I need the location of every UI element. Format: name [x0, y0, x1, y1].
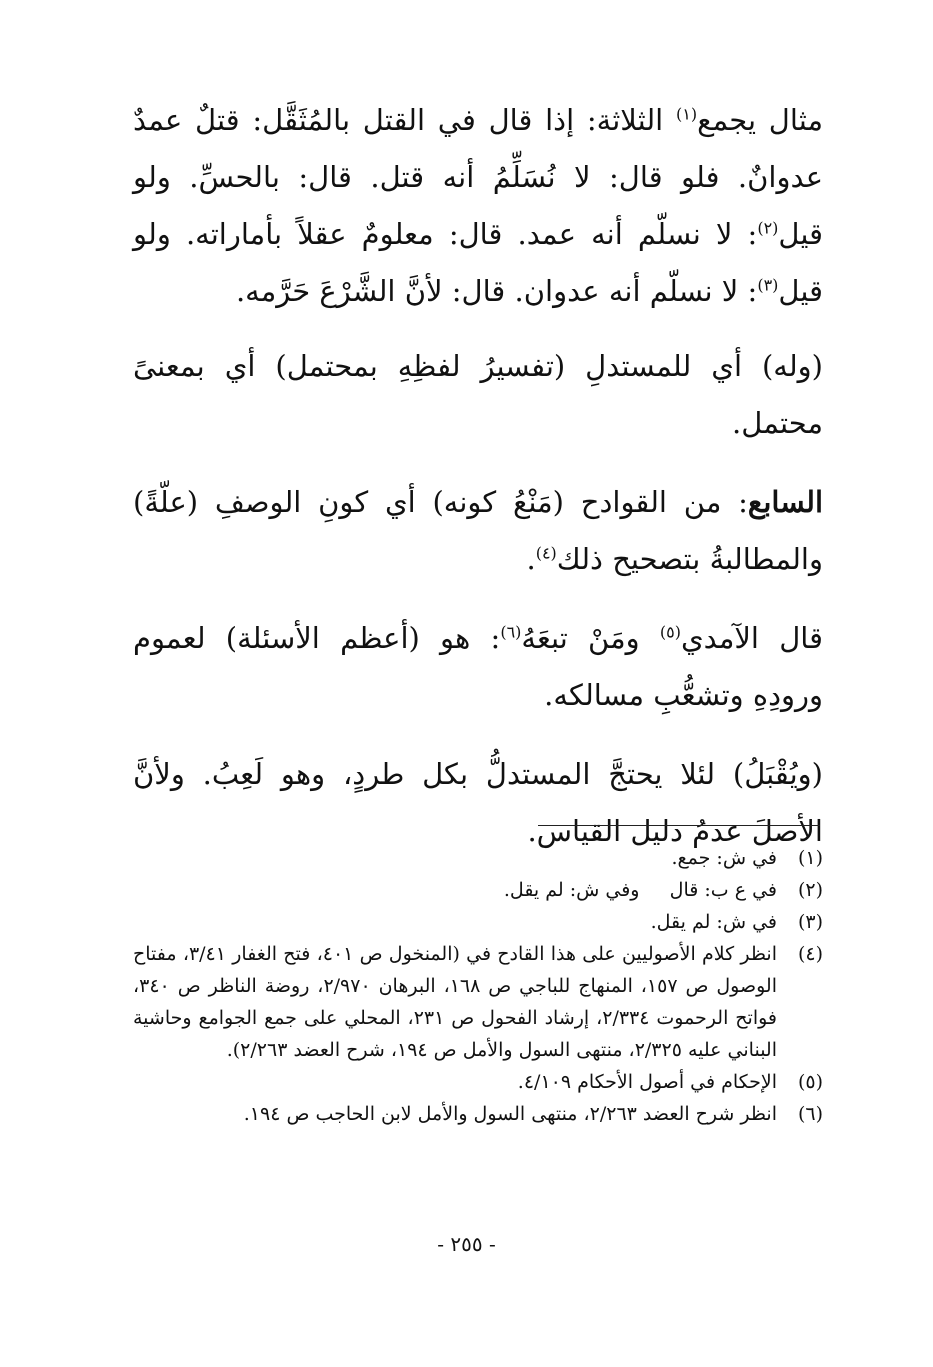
- footnote-number: (٦): [797, 1103, 823, 1125]
- footnote-number: (٥): [797, 1071, 823, 1093]
- footnote-text: انظر كلام الأصوليين على هذا القادح في (المنخول ص ٤٠١، فتح الغفار ٣/٤١، مفتاح الوصول ص ١٥٧، المنهاج للباجي ص ١٦٨، البرهان ٢/٩٧٠، روضة الناظر ص ٣٤٠، فواتح الرحموت ٢/٣٣٤، إرشاد الفحول ص ٢٣١، المحلي على جمع الجوامع وحاشية البناني عليه ٢/٣٢٥، منتهى السول والأمل ص ١٩٤، شرح العضد ٢/٢٦٣).: [133, 943, 777, 1061]
- footnote-text: في ش: جمع.: [671, 847, 777, 869]
- footnote-number: (٤): [797, 943, 823, 965]
- footnote-number: (٢): [797, 879, 823, 901]
- footnote-item: [133, 1066, 823, 1098]
- footnote-ref-3[interactable]: (٣): [757, 275, 779, 295]
- text-segment: : لا نسلّم أنه عدوان. قال: لأنَّ الشَّرْعَ حَرَّمه.: [235, 274, 758, 308]
- footnote-text: الإحكام في أصول الأحكام ٤/١٠٩.: [517, 1071, 777, 1093]
- footnote-item: [133, 842, 823, 874]
- paragraph-amidi: [133, 610, 823, 724]
- main-text: [133, 92, 823, 882]
- footnote-separator: [538, 825, 820, 826]
- text-segment: مثال يجمع: [697, 103, 823, 137]
- footnote-number: (٣): [797, 911, 823, 933]
- footnote-ref-1[interactable]: (١): [675, 104, 698, 124]
- footnote-ref-4[interactable]: (٤): [535, 543, 557, 563]
- paragraph-seventh: [133, 474, 823, 588]
- text-segment: الثلاثة: إذا قال في القتل بالمُثَقَّل: قتلٌ عمدٌ عدوانٌ. فلو قال: لا نُسَلِّمُ أنه قتل. قال: بالحسِّ. ولو قيل: [133, 103, 823, 251]
- footnote-item: [133, 938, 823, 1066]
- text-segment: ومَنْ تبعَهُ: [521, 621, 660, 655]
- text-segment: .: [526, 542, 536, 576]
- text-segment: : من القوادح (مَنْعُ كونه) أي كونِ الوصفِ (علّةً) والمطالبةُ بتصحيح ذلك: [133, 485, 823, 576]
- footnote-ref-2[interactable]: (٢): [757, 218, 779, 238]
- text-segment: قال الآمدي: [680, 621, 823, 655]
- footnote-ref-6[interactable]: (٦): [500, 622, 522, 642]
- page-number: - ٢٥٥ -: [437, 1232, 496, 1256]
- footnote-item: [133, 874, 823, 906]
- footnote-text: انظر شرح العضد ٢/٢٦٣، منتهى السول والأمل لابن الحاجب ص ١٩٤.: [243, 1103, 777, 1125]
- paragraph-accepted: (ويُقْبَلُ) لئلا يحتجَّ المستدلُّ بكل طردٍ، وهو لَعِبُ. ولأنَّ الأصلَ عدمُ دليل القياس.: [133, 757, 823, 848]
- footnote-ref-5[interactable]: (٥): [659, 622, 681, 642]
- text-segment: : هو (أعظم الأسئلة) لعموم ورودِهِ وتشعُّبِ مسالكه.: [133, 621, 823, 712]
- footnote-text: في ع ب: قال وفي ش: لم يقل.: [503, 879, 777, 901]
- footnote-item: [133, 1098, 823, 1130]
- footnote-text: في ش: لم يقل.: [650, 911, 777, 933]
- paragraph-interpretation: (وله) أي للمستدلِ (تفسيرُ لفظِهِ بمحتمل) أي بمعنىً محتمل.: [133, 349, 823, 440]
- text-segment: : لا نسلّم أنه عمد. قال: معلومٌ عقلاً بأماراته. ولو قيل: [133, 217, 823, 308]
- footnote-item: [133, 906, 823, 938]
- paragraph-example: [133, 92, 823, 320]
- section-lead: السابع: [747, 485, 823, 519]
- footnote-number: (١): [797, 847, 823, 869]
- footnotes-list: [133, 842, 823, 1130]
